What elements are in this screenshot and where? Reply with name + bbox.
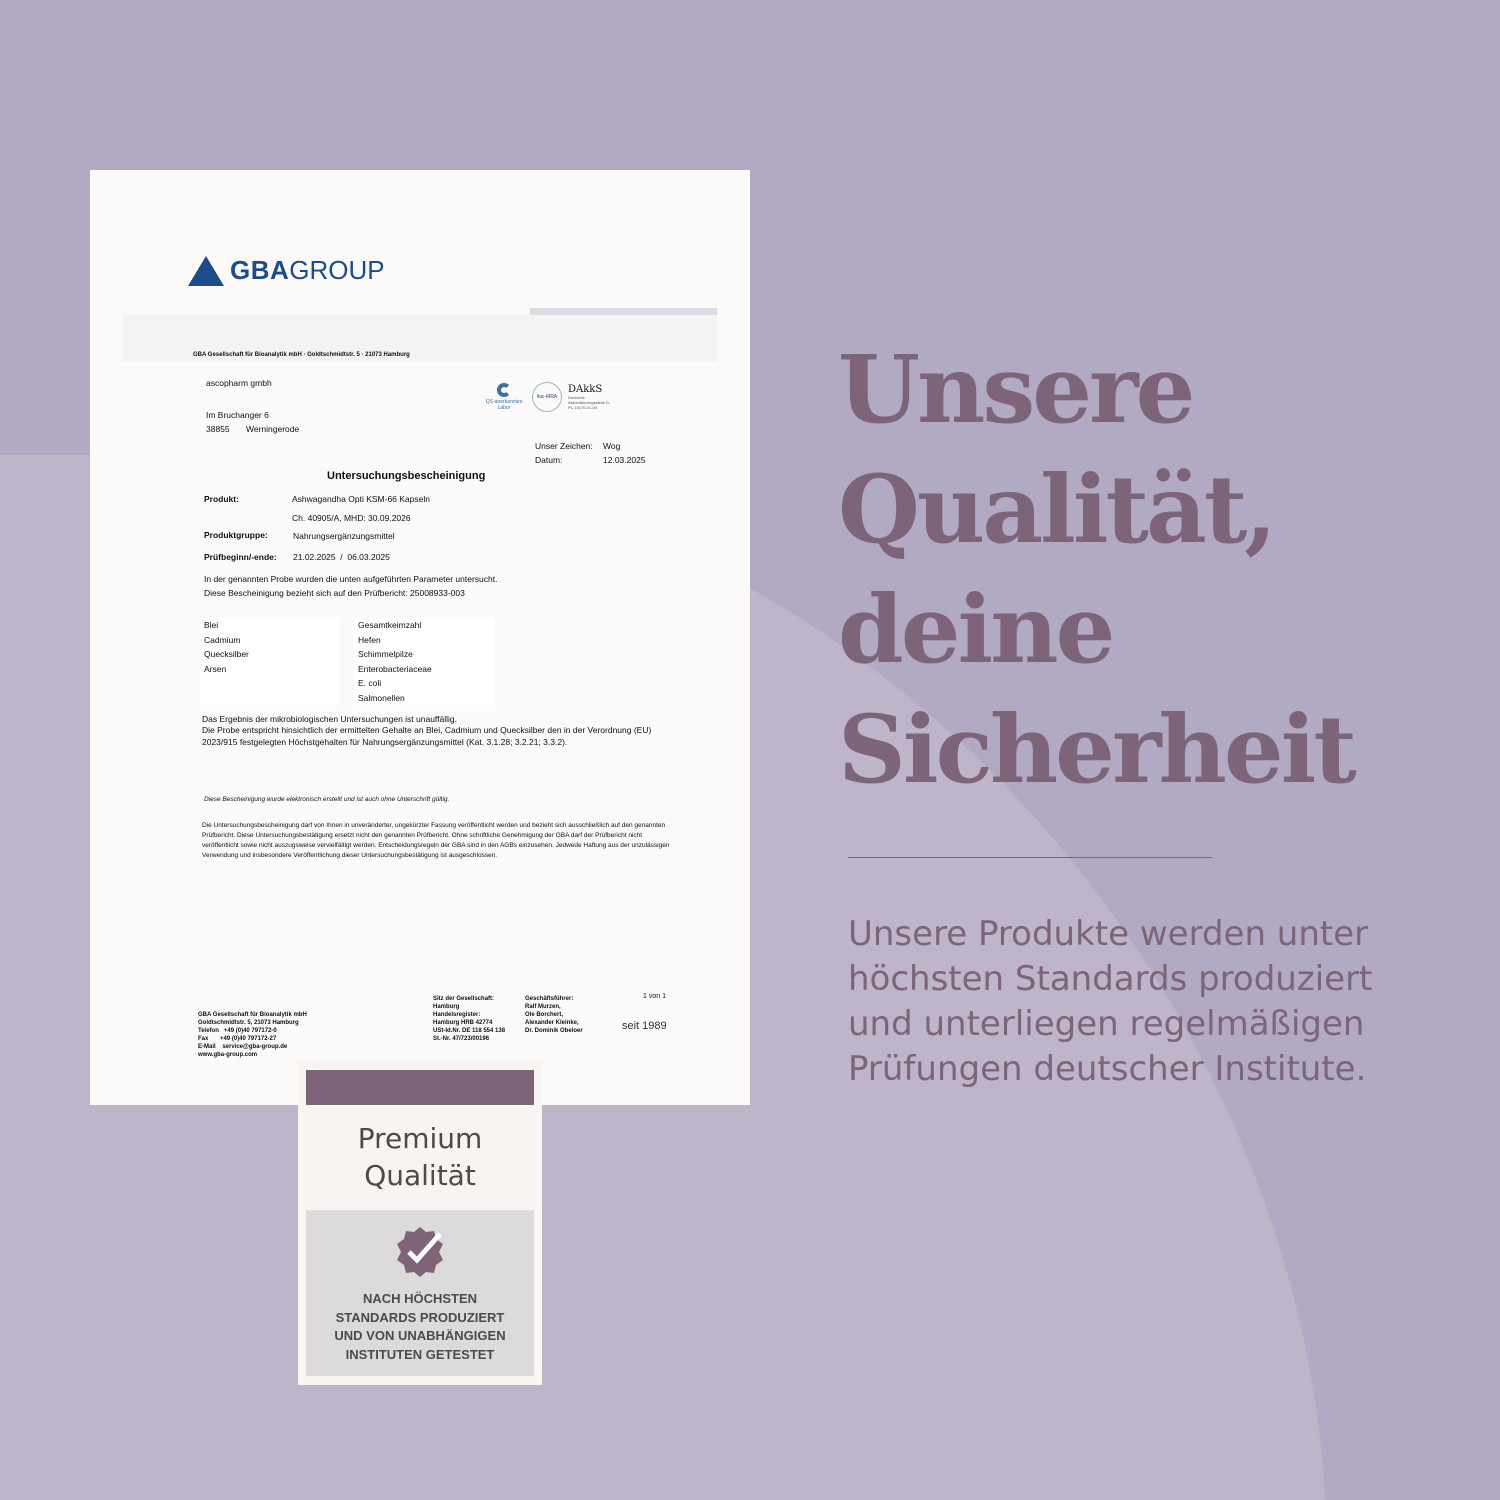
test-period-label: Prüfbeginn/-ende: — [204, 552, 277, 562]
headline — [838, 330, 1458, 810]
accreditation-logos — [482, 382, 616, 412]
ilac-logo: ilac-MRA — [532, 382, 562, 412]
recipient-city: Werningerode — [246, 424, 300, 434]
electronic-note: Diese Bescheinigung wurde elektronisch erstellt und ist auch ohne Unterschrift gültig. — [204, 796, 450, 803]
disclaimer: Die Untersuchungsbescheinigung darf von Ihnen in unveränderter, ungekürzter Fassung veröffentlicht werden und bezieht sich ausschließlich auf den genannten Prüfbericht. Diese Untersuchungsbestätigung ersetzt nicht den genannten Prüfbericht. Ohne schriftliche Genehmigung der GBA darf der Prüfbericht nicht veröffentlicht sowie nicht auszugsweise vervielfältigt werden. Entscheidungsregeln der GBA sind in den AGBs einzusehen. Jedwede Haftung aus der unzulässigen Verwendung und insbesondere Veröffentlichung dieser Untersuchungsbestätigung ist ausgeschlossen. — [202, 822, 670, 859]
param: Arsen — [204, 662, 340, 677]
param: Cadmium — [204, 633, 340, 648]
headline-line: deine — [838, 575, 1113, 685]
document-title: Untersuchungsbescheinigung — [327, 470, 486, 482]
product-value: Ashwagandha Opti KSM-66 Kapseln — [292, 494, 430, 504]
description: Unsere Produkte werden unter höchsten Standards produziert und unterliegen regelmäßigen Prüfungen deutscher Institute. — [848, 914, 1373, 1089]
badge-box — [306, 1210, 534, 1376]
param: Enterobacteriaceae — [358, 662, 494, 677]
date-label: Datum: — [535, 455, 563, 465]
footer-address: GBA Gesellschaft für Bioanalytik mbH Goldtschmidtstr. 5, 21073 Hamburg Telefon +49 (0)40 797172-0 Fax +49 (0)40 797172-27 E-Mail service@gba-group.de www.gba-group.com — [198, 1012, 307, 1058]
recipient-name: ascopharm gmbh — [206, 378, 272, 388]
divider — [848, 857, 1212, 858]
microbiology-column — [354, 618, 494, 705]
badge-text: NACH HÖCHSTEN STANDARDS PRODUZIERT UND VON UNABHÄNGIGEN INSTITUTEN GETESTET — [334, 1291, 506, 1362]
footer-management: Geschäftsführer: Ralf Murzen, Ole Borchert, Alexander Kleinke, Dr. Dominik Obeloer — [525, 996, 583, 1034]
heavy-metals-column — [200, 618, 340, 705]
product-label: Produkt: — [204, 494, 239, 504]
certificate-document — [90, 170, 750, 1105]
gba-logo — [188, 255, 385, 286]
page-number: 1 von 1 — [643, 993, 666, 1000]
sender-line: GBA Gesellschaft für Bioanalytik mbH · Goldtschmidtstr. 5 · 21073 Hamburg — [193, 352, 410, 358]
result-metals: Die Probe entspricht hinsichtlich der ermittelten Gehalte an Blei, Cadmium und Quecksilber den in der Verordnung (EU) 2023/915 festgelegten Höchstgehalten für Nahrungsergänzungsmittel (Kat. 3.1.28; 3.2.21; 3.3.2). — [202, 725, 652, 747]
header-band-accent — [530, 308, 717, 315]
date-value: 12.03.2025 — [603, 455, 646, 465]
headline-line: Qualität, — [838, 455, 1275, 565]
since-1989: seit 1989 — [622, 1020, 667, 1032]
logo-text: GBA — [230, 255, 290, 285]
check-seal-icon — [392, 1224, 448, 1280]
dakks-logo: DAkkS Deutsche Akkreditierungsstelle D-PL-14170-01-00 — [568, 384, 611, 410]
group-label: Produktgruppe: — [204, 530, 268, 540]
intro-line-1: In der genannten Probe wurden die unten aufgeführten Parameter untersucht. — [204, 574, 498, 584]
qs-logo: QS-anerkanntes Labor — [482, 383, 526, 411]
logo-triangle-icon — [188, 256, 224, 286]
param: Hefen — [358, 633, 494, 648]
footer-registry: Sitz der Gesellschaft: Hamburg Handelsregister: Hamburg HRB 42774 USt-Id.Nr. DE 118 554 138 St.-Nr. 47/723/00196 — [433, 996, 506, 1042]
headline-line: Unsere — [838, 335, 1193, 445]
intro-line-2: Diese Bescheinigung bezieht sich auf den Prüfbericht: 25008933-003 — [204, 588, 465, 598]
ref-value: Wog — [603, 441, 621, 451]
param: Schimmelpilze — [358, 647, 494, 662]
badge-title: Premium Qualität — [357, 1122, 483, 1192]
badge-top-bar — [306, 1070, 534, 1105]
param: Blei — [204, 618, 340, 633]
result-micro: Das Ergebnis der mikrobiologischen Untersuchungen ist unauffällig. — [202, 714, 457, 724]
param: Gesamtkeimzahl — [358, 618, 494, 633]
parameter-table — [200, 618, 500, 705]
batch-value: Ch. 40905/A, MHD: 30.09.2026 — [292, 513, 411, 523]
param: Quecksilber — [204, 647, 340, 662]
ref-label: Unser Zeichen: — [535, 441, 593, 451]
param: E. coli — [358, 676, 494, 691]
headline-line: Sicherheit — [838, 695, 1354, 805]
premium-quality-badge — [298, 1060, 542, 1385]
recipient-street: Im Bruchanger 6 — [206, 410, 269, 420]
logo-text-light: GROUP — [289, 255, 385, 285]
group-value: Nahrungsergänzungsmittel — [293, 531, 395, 541]
recipient-zip: 38855 — [206, 424, 230, 434]
param: Salmonellen — [358, 691, 494, 706]
test-period-value: 21.02.2025 / 06.03.2025 — [293, 552, 390, 562]
